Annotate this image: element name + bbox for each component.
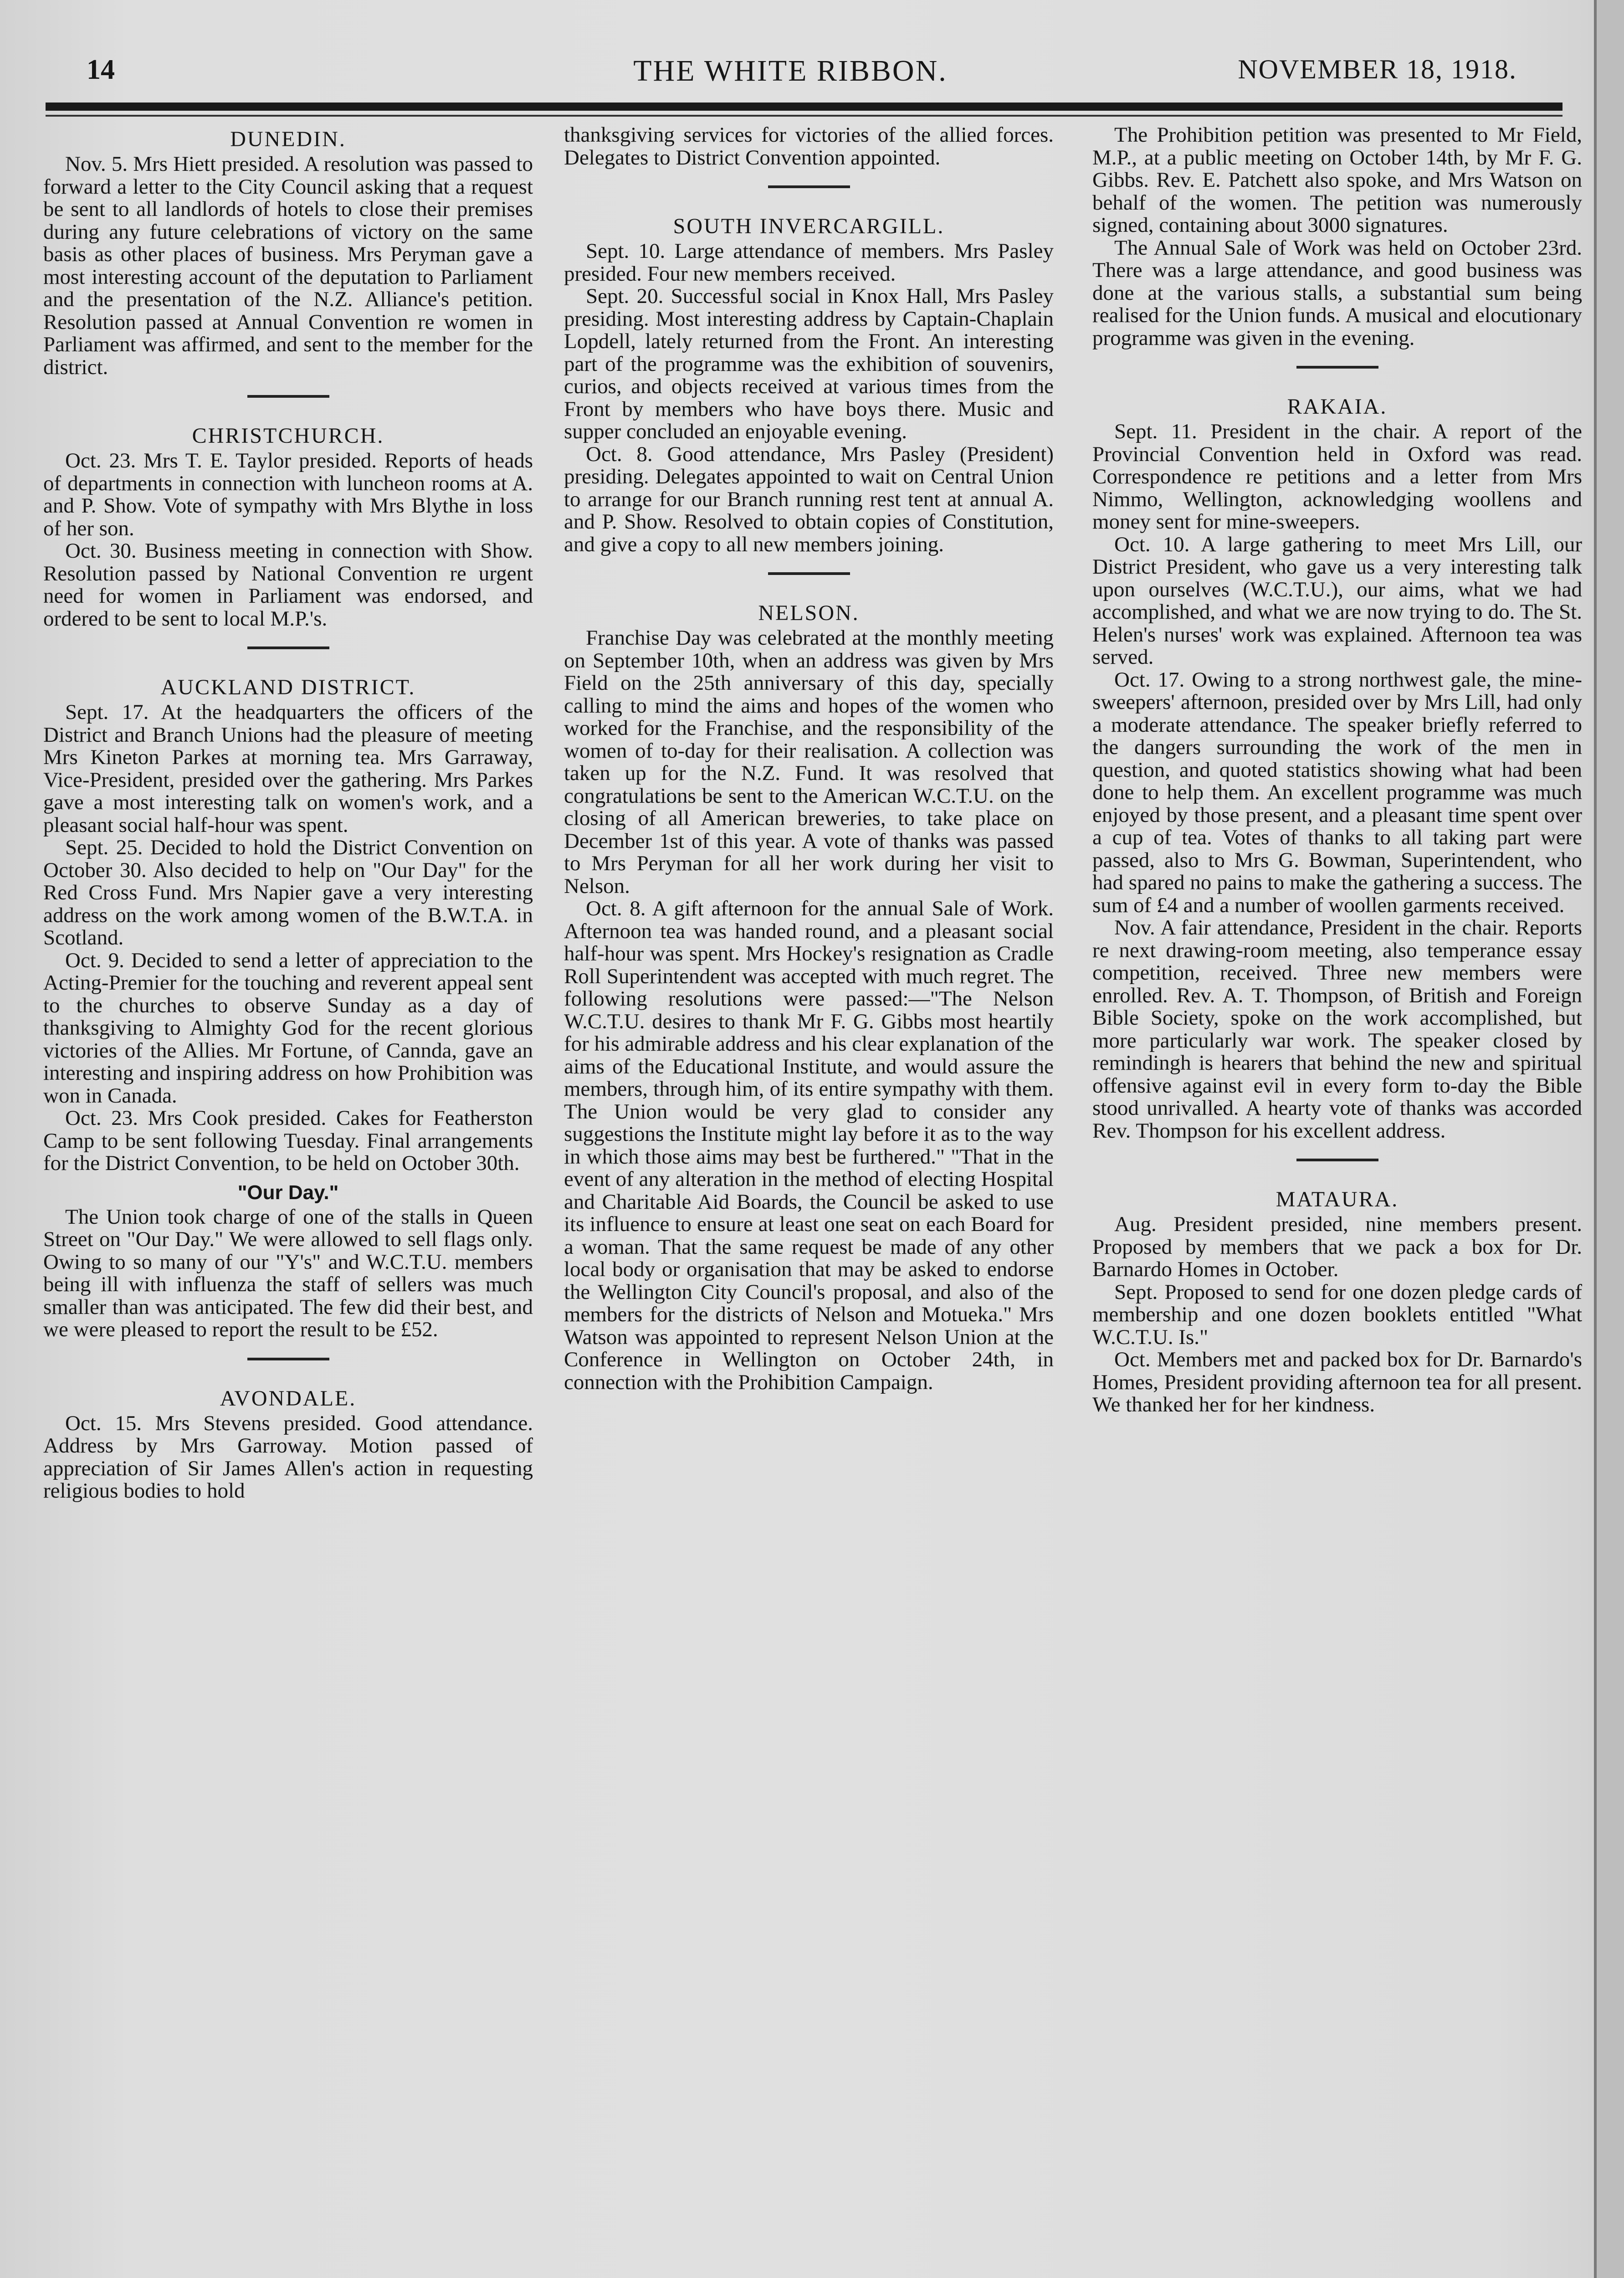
section-divider bbox=[247, 395, 329, 398]
page-edge bbox=[1594, 0, 1624, 2278]
issue-date: NOVEMBER 18, 1918. bbox=[1238, 54, 1517, 84]
section-heading-mataura: MATAURA. bbox=[1276, 1187, 1399, 1211]
section-heading-auckland-district: AUCKLAND DISTRICT. bbox=[160, 675, 416, 699]
report-paragraph: Nov. 5. Mrs Hiett presided. A resolution was passed to forward a letter to the City Council asking that a request be sent to all landlords of hotels to close their premises during any future celebrations of victory on the same basis as other places of business. Mrs Peryman gave a most interesting account of the deputation to Parliament and the presentation of the N.Z. Alliance's petition. Resolution passed at Annual Convention re women in Parliament was affirmed, and sent to the member for the district. bbox=[43, 152, 533, 379]
continued-paragraph: thanksgiving services for victories of the allied forces. Delegates to District Convention appointed. bbox=[564, 123, 1054, 169]
report-paragraph: Oct. 15. Mrs Stevens presided. Good attendance. Address by Mrs Garroway. Motion passed of appreciation of Sir James Allen's action in requesting religious bodies to hold bbox=[43, 1411, 533, 1503]
report-paragraph: Aug. President presided, nine members present. Proposed by members that we pack a box for Dr. Barnardo Homes in October. bbox=[1092, 1212, 1582, 1281]
report-paragraph: Sept. 10. Large attendance of members. Mrs Pasley presided. Four new members received. bbox=[564, 239, 1054, 286]
page-header bbox=[46, 54, 1535, 108]
report-paragraph: The Prohibition petition was presented to Mr Field, M.P., at a public meeting on October 14th, by Mr F. G. Gibbs. Rev. E. Patchett also spoke, and Mrs Watson on behalf of the women. The petition was numerously signed, containing about 3000 signatures. bbox=[1092, 123, 1582, 237]
header-rule-thin bbox=[46, 115, 1563, 117]
section-heading-christchurch: CHRISTCHURCH. bbox=[192, 424, 384, 448]
report-paragraph: Oct. 17. Owing to a strong northwest gale, the mine-sweepers' afternoon, presided over by Mrs Lill, had only a moderate attendance. The speaker briefly referred to the dangers surrounding the work of the men in question, and quoted statistics showing what had been done to help them. An excellent programme was much enjoyed by those present, and a pleasant time spent over a cup of tea. Votes of thanks to all taking part were passed, also to Mrs G. Bowman, Superintendent, who had spared no pains to make the gathering a success. The sum of £4 and a number of woollen garments received. bbox=[1092, 667, 1582, 917]
report-paragraph: Oct. Members met and packed box for Dr. Barnardo's Homes, President providing afternoon tea for all present. We thanked her for her kindness. bbox=[1092, 1348, 1582, 1416]
section-divider bbox=[247, 646, 329, 649]
newspaper-title: THE WHITE RIBBON. bbox=[633, 54, 948, 87]
report-paragraph: Sept. 20. Successful social in Knox Hall, Mrs Pasley presiding. Most interesting address by Captain-Chaplain Lopdell, lately returned from the Front. An interesting part of the programme was the exhibition of souvenirs, curios, and objects received at various times from the Front by members who have boys there. Music and supper concluded an enjoyable evening. bbox=[564, 284, 1054, 443]
report-paragraph: Sept. 17. At the headquarters the officers of the District and Branch Unions had the pleasure of meeting Mrs Kineton Parkes at morning tea. Mrs Garraway, Vice-President, presided over the gathering. Mrs Parkes gave a most interesting talk on women's work, and a pleasant social half-hour was spent. bbox=[43, 700, 533, 837]
report-paragraph: Oct. 9. Decided to send a letter of appreciation to the Acting-Premier for the touching and reverent appeal sent to the churches to observe Sunday as a day of thanksgiving to Almighty God for the recent glorious victories of the Allies. Mr Fortune, of Cannda, gave an interesting and inspiring address on how Prohibition was won in Canada. bbox=[43, 948, 533, 1108]
report-paragraph: Franchise Day was celebrated at the monthly meeting on September 10th, when an address was given by Mrs Field on the 25th anniversary of this day, specially calling to mind the aims and hopes of the women who worked for the Franchise, and the responsibility of the women of to-day for their realisation. A collection was taken up for the N.Z. Fund. It was resolved that congratulations be sent to the American W.C.T.U. on the closing of all American breweries, to take place on December 1st of this year. A vote of thanks was passed to Mrs Peryman for all her work during her visit to Nelson. bbox=[564, 626, 1054, 898]
header-rule bbox=[46, 103, 1563, 111]
report-paragraph: Oct. 30. Business meeting in connection with Show. Resolution passed by National Convention re urgent need for women in Parliament was endorsed, and ordered to be sent to local M.P.'s. bbox=[43, 539, 533, 631]
report-paragraph: The Union took charge of one of the stalls in Queen Street on "Our Day." We were allowed to sell flags only. Owing to so many of our "Y's" and W.C.T.U. members being ill with influenza the staff of sellers was much smaller than was anticipated. The few did their best, and we were pleased to report the result to be £52. bbox=[43, 1205, 533, 1341]
report-paragraph: Oct. 23. Mrs Cook presided. Cakes for Featherston Camp to be sent following Tuesday. Final arrangements for the District Convention, to be held on October 30th. bbox=[43, 1106, 533, 1175]
section-heading-avondale: AVONDALE. bbox=[220, 1386, 357, 1411]
report-paragraph: Oct. 8. Good attendance, Mrs Pasley (President) presiding. Delegates appointed to wait on Central Union to arrange for our Branch running rest tent at annual A. and P. Show. Resolved to obtain copies of Constitution, and give a copy to all new members joining. bbox=[564, 442, 1054, 556]
report-paragraph: Sept. 11. President in the chair. A report of the Provincial Convention held in Oxford was read. Correspondence re petitions and a letter from Mrs Nimmo, Wellington, acknowledging woollens and money sent for mine-sweepers. bbox=[1092, 420, 1582, 534]
subheading-our-day: "Our Day." bbox=[237, 1181, 339, 1204]
section-divider bbox=[768, 572, 850, 575]
report-paragraph: Oct. 8. A gift afternoon for the annual Sale of Work. Afternoon tea was handed round, and a pleasant social half-hour was spent. Mrs Hockey's resignation as Cradle Roll Superintendent was accepted with much regret. The following resolutions were passed:—"The Nelson W.C.T.U. desires to thank Mr F. G. Gibbs most heartily for his admirable address and his clear explanation of the aims of the Educational Institute, and would assure the members, through him, of its entire sympathy with them. The Union would be very glad to consider any suggestions the Institute might lay before it as to the way in which those aims may best be furthered." "That in the event of any alteration in the method of electing Hospital and Charitable Aid Boards, the Council be asked to use its influence to ensure at least one seat on each Board for a woman. That the same request be made of any other local body or organisation that may be asked to endorse the Wellington City Council's proposal, and also of the members for the districts of Nelson and Motueka." Mrs Watson was appointed to represent Nelson Union at the Conference in Wellington on October 24th, in connection with the Prohibition Campaign. bbox=[564, 897, 1054, 1394]
page-number: 14 bbox=[87, 54, 115, 85]
section-heading-dunedin: DUNEDIN. bbox=[230, 127, 346, 151]
section-divider bbox=[768, 185, 850, 188]
report-paragraph: Nov. A fair attendance, President in the chair. Reports re next drawing-room meeting, also temperance essay competition, received. Three new members were enrolled. Rev. A. T. Thompson, of British and Foreign Bible Society, spoke on the work accomplished, but more particularly war work. The speaker closed by remindingh is hearers that behind the new and spiritual offensive against evil in every form to-day the Bible stood unrivalled. A hearty vote of thanks was accorded Rev. Thompson for his excellent address. bbox=[1092, 916, 1582, 1143]
section-heading-nelson: NELSON. bbox=[758, 601, 860, 625]
report-paragraph: Sept. 25. Decided to hold the District Convention on October 30. Also decided to help on "Our Day" for the Red Cross Fund. Mrs Napier gave a very interesting address on the work among women of the B.W.T.A. in Scotland. bbox=[43, 836, 533, 949]
report-paragraph: The Annual Sale of Work was held on October 23rd. There was a large attendance, and good business was done at the various stalls, a substantial sum being realised for the Union funds. A musical and elocutionary programme was given in the evening. bbox=[1092, 236, 1582, 350]
report-paragraph: Oct. 10. A large gathering to meet Mrs Lill, our District President, who gave us a very interesting talk upon ourselves (W.C.T.U.), our aims, what we had accomplished, and what we are now trying to do. The St. Helen's nurses' work was explained. Afternoon tea was served. bbox=[1092, 532, 1582, 669]
column-1 bbox=[43, 124, 533, 1503]
column-2 bbox=[564, 124, 1054, 1394]
column-3 bbox=[1092, 124, 1582, 1416]
section-heading-south-invercargill: SOUTH INVERCARGILL. bbox=[673, 214, 945, 238]
section-heading-rakaia: RAKAIA. bbox=[1287, 395, 1388, 419]
report-paragraph: Oct. 23. Mrs T. E. Taylor presided. Reports of heads of departments in connection with luncheon rooms at A. and P. Show. Vote of sympathy with Mrs Blythe in loss of her son. bbox=[43, 449, 533, 540]
report-paragraph: Sept. Proposed to send for one dozen pledge cards of membership and one dozen booklets entitled "What W.C.T.U. Is." bbox=[1092, 1280, 1582, 1349]
section-divider bbox=[1296, 366, 1378, 369]
section-divider bbox=[1296, 1159, 1378, 1161]
section-divider bbox=[247, 1358, 329, 1360]
